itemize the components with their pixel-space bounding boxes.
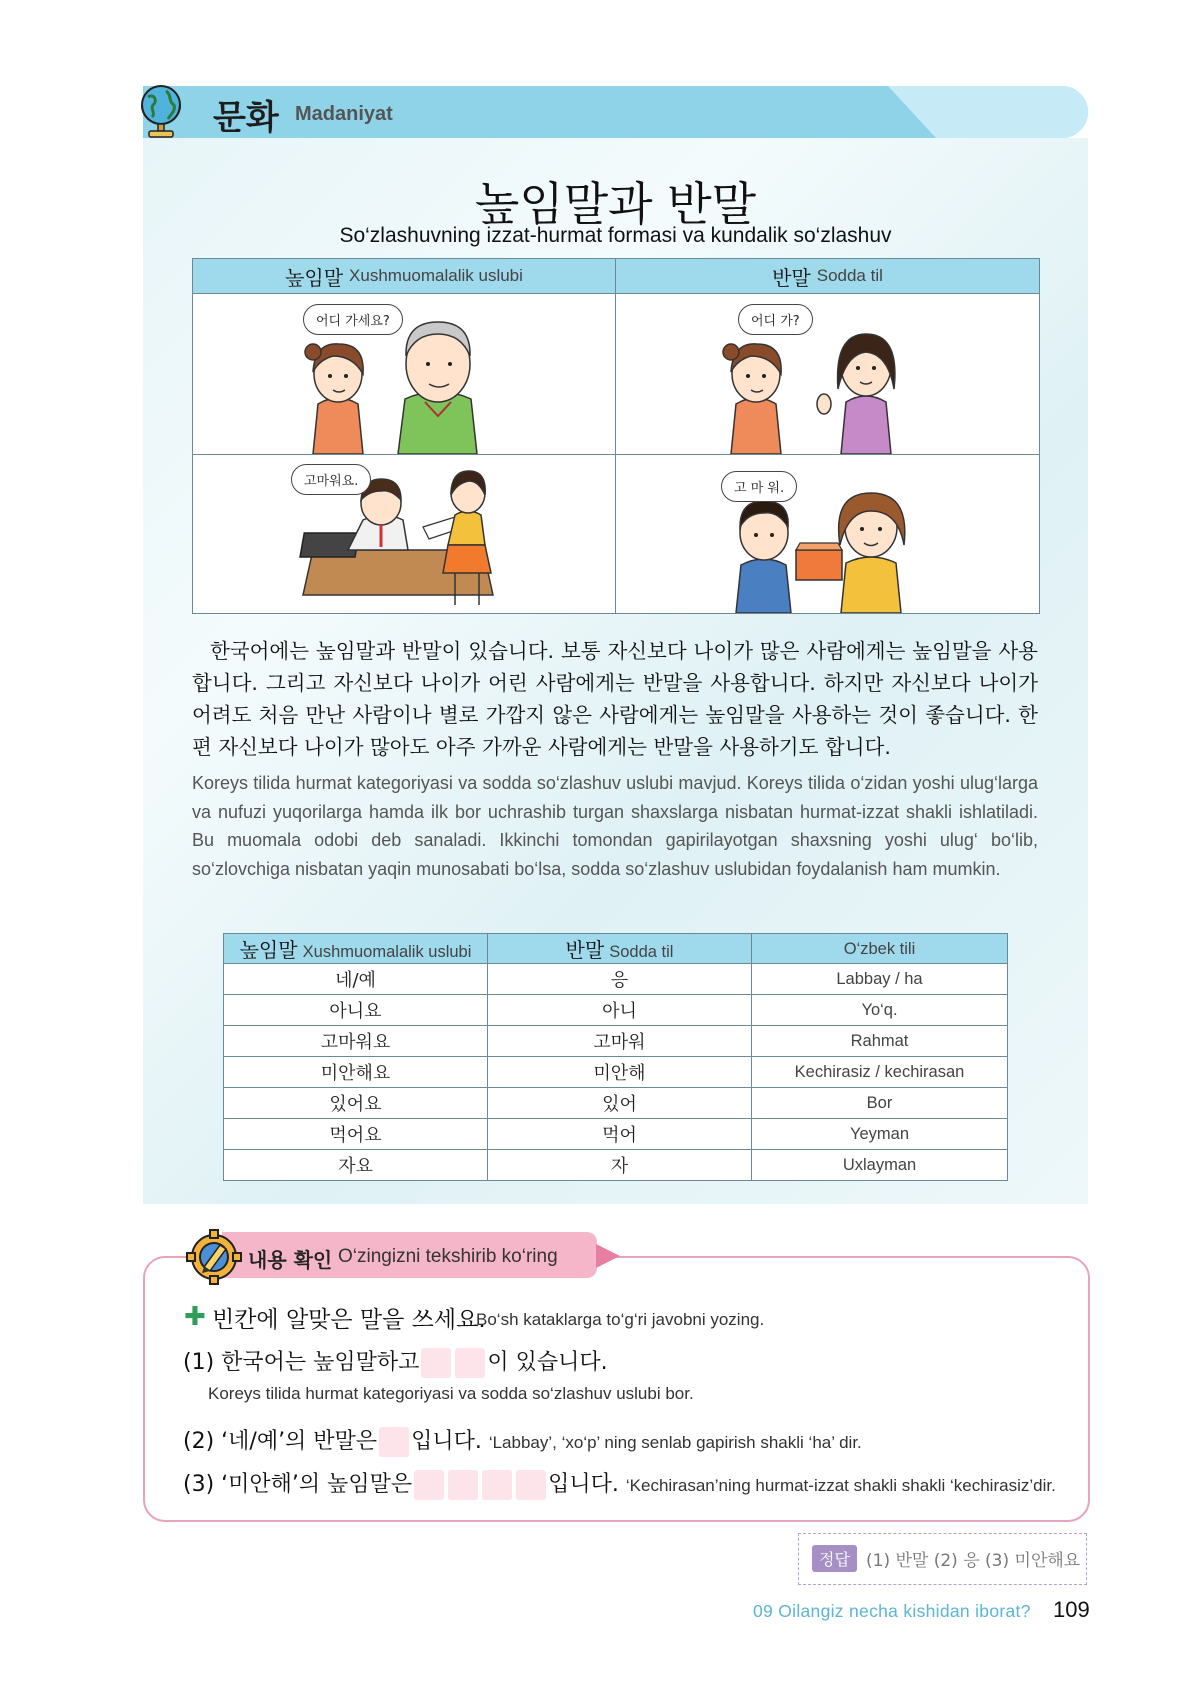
question-3-text: (3) ‘미안해’의 높임말은 [183,1472,413,1497]
cell-formal: 자요 [224,1150,488,1181]
section-banner [143,86,1088,138]
cell-formal: 아니요 [224,995,488,1026]
table-row [224,1119,1008,1150]
cell-uzbek: Uxlayman [752,1150,1008,1181]
comic-head-formal-en: Xushmuomalalik uslubi [349,266,523,285]
table-row [224,964,1008,995]
speech-bubble-formal-question: 어디 가세요? [303,304,403,335]
page-number: 109 [1053,1597,1090,1622]
cell-casual: 아니 [488,995,752,1026]
speech-bubble-casual-question: 어디 가? [738,304,813,335]
answer-blank[interactable] [414,1470,444,1500]
comic-table [192,258,1040,614]
cell-uzbek: Labbay / ha [752,964,1008,995]
cell-formal: 네/예 [224,964,488,995]
instruction-kr: 빈칸에 알맞은 말을 쓰세요. [212,1307,486,1333]
answer-blank[interactable] [516,1470,546,1500]
comic-head-casual-en: Sodda til [816,266,883,285]
answer-tag: 정답 [812,1545,857,1572]
table-row [224,1150,1008,1181]
cell-casual: 있어 [488,1088,752,1119]
table-row [224,1088,1008,1119]
table-head-casual-kr: 반말 [565,938,605,962]
plus-icon: ✚ [184,1302,206,1332]
cell-formal: 고마워요 [224,1026,488,1057]
instruction-en: Bo‘sh kataklarga to‘g‘ri javobni yozing. [476,1310,765,1329]
table-head-casual [488,934,752,964]
comic-panel-gift [616,455,1039,613]
speech-bubble-formal-thanks: 고마워요. [291,464,371,495]
comic-panel-office [193,455,615,613]
speech-bubble-casual-thanks: 고 마 워. [721,471,797,502]
culture-box [143,138,1088,1204]
cell-uzbek: Yeyman [752,1119,1008,1150]
comic-head-formal [193,259,615,294]
cell-uzbek: Yo‘q. [752,995,1008,1026]
question-2-translation: ‘Labbay’, ‘xo‘p’ ning senlab gapirish shakli ‘ha’ dir. [488,1433,862,1452]
check-title-en: O‘zingizni tekshirib ko‘ring [338,1246,558,1267]
check-title-kr: 내용 확인 [248,1248,333,1272]
table-head-uzbek [752,934,1008,964]
cell-uzbek: Bor [752,1088,1008,1119]
question-3-translation: ‘Kechirasan’ning hurmat-izzat shakli shakli ‘kechirasiz’dir. [625,1476,1056,1495]
culture-subtitle: So‘zlashuvning izzat-hurmat formasi va kundalik so‘zlashuv [339,224,892,247]
question-1-end: 이 있습니다. [487,1350,608,1375]
globe-icon [138,83,184,139]
cell-casual: 미안해 [488,1057,752,1088]
comic-panel-two-girls [616,294,1039,454]
table-header-row [224,934,1008,964]
paragraph-korean: 한국어에는 높임말과 반말이 있습니다. 보통 자신보다 나이가 많은 사람에게는 높임말을 사용합니다. 그리고 자신보다 나이가 어린 사람에게는 반말을 사용합니다. 하지만 자신보다 나이가 어려도 처음 만난 사람이나 별로 가깝지 않은 사람에게는 높임말을 사용하는 것이 좋습니다. 한편 자신보다 나이가 많아도 아주 가까운 사람에게는 반말을 사용하기도 합니다. [192,639,1038,759]
cell-casual: 고마워 [488,1026,752,1057]
comic-head-formal-kr: 높임말 [285,265,344,290]
answer-blank[interactable] [448,1470,478,1500]
table-row [224,995,1008,1026]
question-2-end: 입니다. [411,1429,482,1454]
table-head-formal-kr: 높임말 [239,938,298,962]
paragraph-uzbek: Koreys tilida hurmat kategoriyasi va sodda so‘zlashuv uslubi mavjud. Koreys tilida o‘zidan yoshi ulug‘larga va nufuzi yuqorilarga hamda ilk bor uchrashib turgan shaxslarga nisbatan hurmat-izzat shakli ishlatiladi. Bu muomala odobi deb sanaladi. Ikkinchi tomondan gapirilayotgan shaxsning yoshi ulug‘ bo‘lib, so‘zlovchiga nisbatan yaqin munosabati bo‘lsa, sodda so‘zlashuv uslubidan foydalanish ham mumkin. [192,773,1038,879]
cell-casual: 먹어 [488,1119,752,1150]
question-2 [183,1424,862,1457]
question-3 [183,1467,1056,1500]
table-head-formal [224,934,488,964]
chapter-title: 09 Oilangiz necha kishidan iborat? [753,1601,1031,1621]
banner-accent [888,86,1088,138]
comic-panel-girl-elder [193,294,615,454]
cell-casual: 응 [488,964,752,995]
answer-blank[interactable] [455,1348,485,1378]
cell-formal: 미안해요 [224,1057,488,1088]
question-1 [183,1345,608,1378]
section-title-en: Madaniyat [295,103,393,125]
answer-text: (1) 반말 (2) 응 (3) 미안해요 [866,1551,1081,1571]
cell-formal: 있어요 [224,1088,488,1119]
cell-uzbek: Rahmat [752,1026,1008,1057]
question-2-text: (2) ‘네/예’의 반말은 [183,1429,378,1454]
cell-formal: 먹어요 [224,1119,488,1150]
culture-title: 높임말과 반말 [474,177,757,231]
comic-head-casual-kr: 반말 [772,265,811,290]
answer-blank[interactable] [379,1427,409,1457]
cell-uzbek: Kechirasiz / kechirasan [752,1057,1008,1088]
table-head-formal-en: Xushmuomalalik uslubi [302,943,472,961]
cell-casual: 자 [488,1150,752,1181]
table-head-uzbek-en: O‘zbek tili [843,939,916,958]
table-row [224,1057,1008,1088]
question-1-translation: Koreys tilida hurmat kategoriyasi va sodda so‘zlashuv uslubi bor. [208,1384,694,1403]
gear-pencil-icon [186,1229,242,1285]
question-3-end: 입니다. [548,1472,619,1497]
answer-blank[interactable] [482,1470,512,1500]
question-1-text: (1) 한국어는 높임말하고 [183,1350,420,1375]
section-title-kr: 문화 [213,98,279,138]
answer-blank[interactable] [421,1348,451,1378]
check-tab-arrow [596,1244,620,1268]
comic-head-casual [616,259,1039,294]
table-row [224,1026,1008,1057]
table-head-casual-en: Sodda til [609,943,674,961]
word-comparison-table [223,933,1008,1181]
